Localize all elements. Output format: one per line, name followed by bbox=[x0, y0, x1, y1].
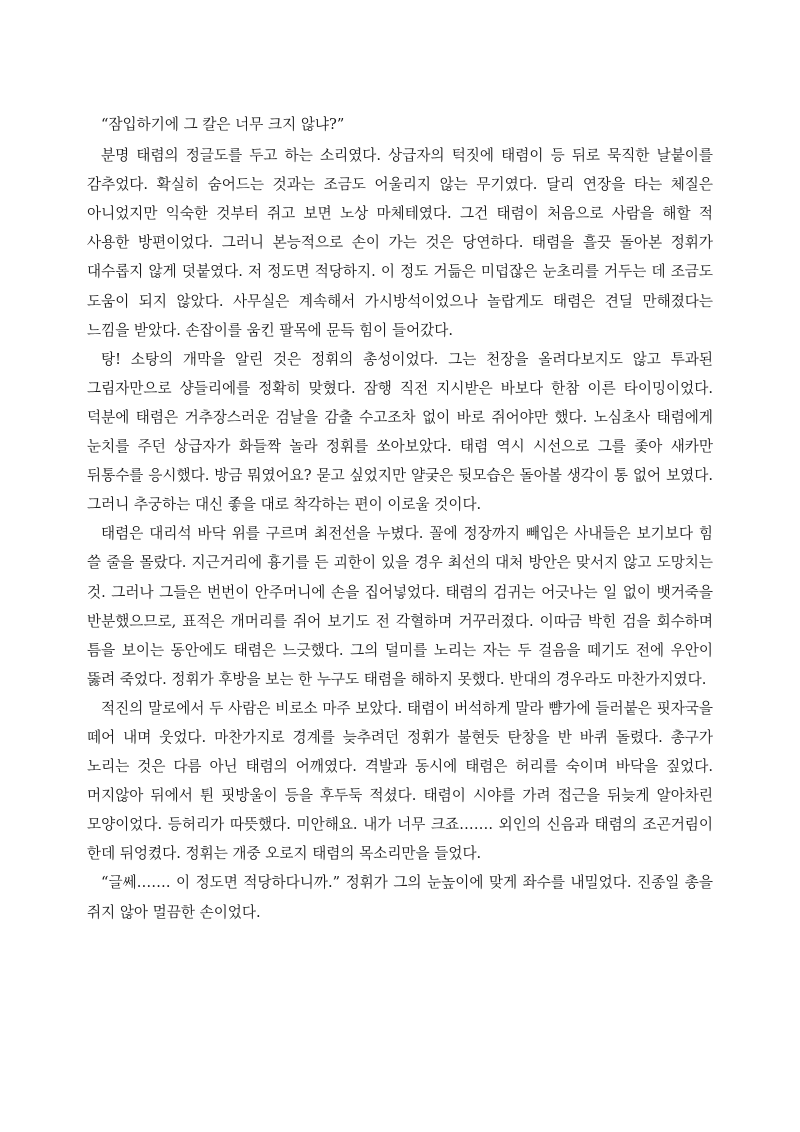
body-paragraph: 분명 태렴의 정글도를 두고 하는 소리였다. 상급자의 턱짓에 태렴이 등 뒤로 묵직한 날붙이를 감추었다. 확실히 숨어드는 것과는 조금도 어울리지 않는 무기였다. 달리 연장을 타는 체질은 아니었지만 익숙한 것부터 쥐고 보면 노상 마체테였다. 그건 태렴이 처음으로 사람을 해할 적 사용한 방편이었다. 그러니 본능적으로 손이 가는 것은 당연하다. 태렴을 흘끗 돌아본 정휘가 대수롭지 않게 덧붙였다. 저 정도면 적당하지. 이 정도 거듦은 미덥잖은 눈초리를 거두는 데 조금도 도움이 되지 않았다. 사무실은 계속해서 가시방석이었으나 놀랍게도 태렴은 견딜 만해졌다는 느낌을 받았다. 손잡이를 움킨 팔목에 문득 힘이 들어갔다. bbox=[87, 147, 713, 339]
dialogue-paragraph: “잠입하기에 그 칼은 너무 크지 않냐?” bbox=[101, 116, 345, 133]
body-paragraph: 적진의 말로에서 두 사람은 비로소 마주 보았다. 태렴이 버석하게 말라 뺨가에 들러붙은 핏자국을 떼어 내며 웃었다. 마찬가지로 경계를 늦추려던 정휘가 불현듯 탄창을 반 바퀴 돌렸다. 총구가 노리는 것은 다름 아닌 태렴의 어깨였다. 격발과 동시에 태렴은 허리를 숙이며 바닥을 짚었다. 머지않아 뒤에서 튄 핏방울이 등을 후두둑 적셨다. 태렴이 시야를 가려 접근을 뒤늦게 알아차린 모양이었다. 등허리가 따뜻했다. 미안해요. 내가 너무 크죠……. 외인의 신음과 태렴의 조곤거림이 한데 뒤엉켰다. 정휘는 개중 오로지 태렴의 목소리만을 들었다. bbox=[87, 699, 713, 863]
body-paragraph: 탕! 소탕의 개막을 알린 것은 정휘의 총성이었다. 그는 천장을 올려다보지도 않고 투과된 그림자만으로 샹들리에를 정확히 맞혔다. 잠행 직전 지시받은 바보다 한참 이른 타이밍이었다. 덕분에 태렴은 거추장스러운 검날을 감출 수고조차 없이 바로 쥐어야만 했다. 노심초사 태렴에게 눈치를 주던 상급자가 화들짝 놀라 정휘를 쏘아보았다. 태렴 역시 시선으로 그를 좇아 새카만 뒤통수를 응시했다. 방금 뭐였어요? 묻고 싶었지만 얄궂은 뒷모습은 돌아볼 생각이 통 없어 보였다. 그러니 추궁하는 대신 좋을 대로 착각하는 편이 이로울 것이다. bbox=[87, 350, 713, 514]
closing-paragraph: “글쎄……. 이 정도면 적당하다니까.” 정휘가 그의 눈높이에 맞게 좌수를 내밀었다. 진종일 총을 쥐지 않아 멀끔한 손이었다. bbox=[87, 874, 713, 921]
body-paragraph: 태렴은 대리석 바닥 위를 구르며 최전선을 누볐다. 꼴에 정장까지 빼입은 사내들은 보기보다 힘 쓸 줄을 몰랐다. 지근거리에 흉기를 든 괴한이 있을 경우 최선의 대처 방안은 맞서지 않고 도망치는 것. 그러나 그들은 번번이 안주머니에 손을 집어넣었다. 태렴의 검귀는 어긋나는 일 없이 뱃거죽을 반분했으므로, 표적은 개머리를 쥐어 보기도 전 각혈하며 거꾸러졌다. 이따금 박힌 검을 회수하며 틈을 보이는 동안에도 태렴은 느긋했다. 그의 덜미를 노리는 자는 두 걸음을 떼기도 전에 우안이 뚫려 죽었다. 정휘가 후방을 보는 한 누구도 태렴을 해하지 못했다. 반대의 경우라도 마찬가지였다. bbox=[87, 525, 713, 688]
document-body bbox=[87, 110, 713, 927]
